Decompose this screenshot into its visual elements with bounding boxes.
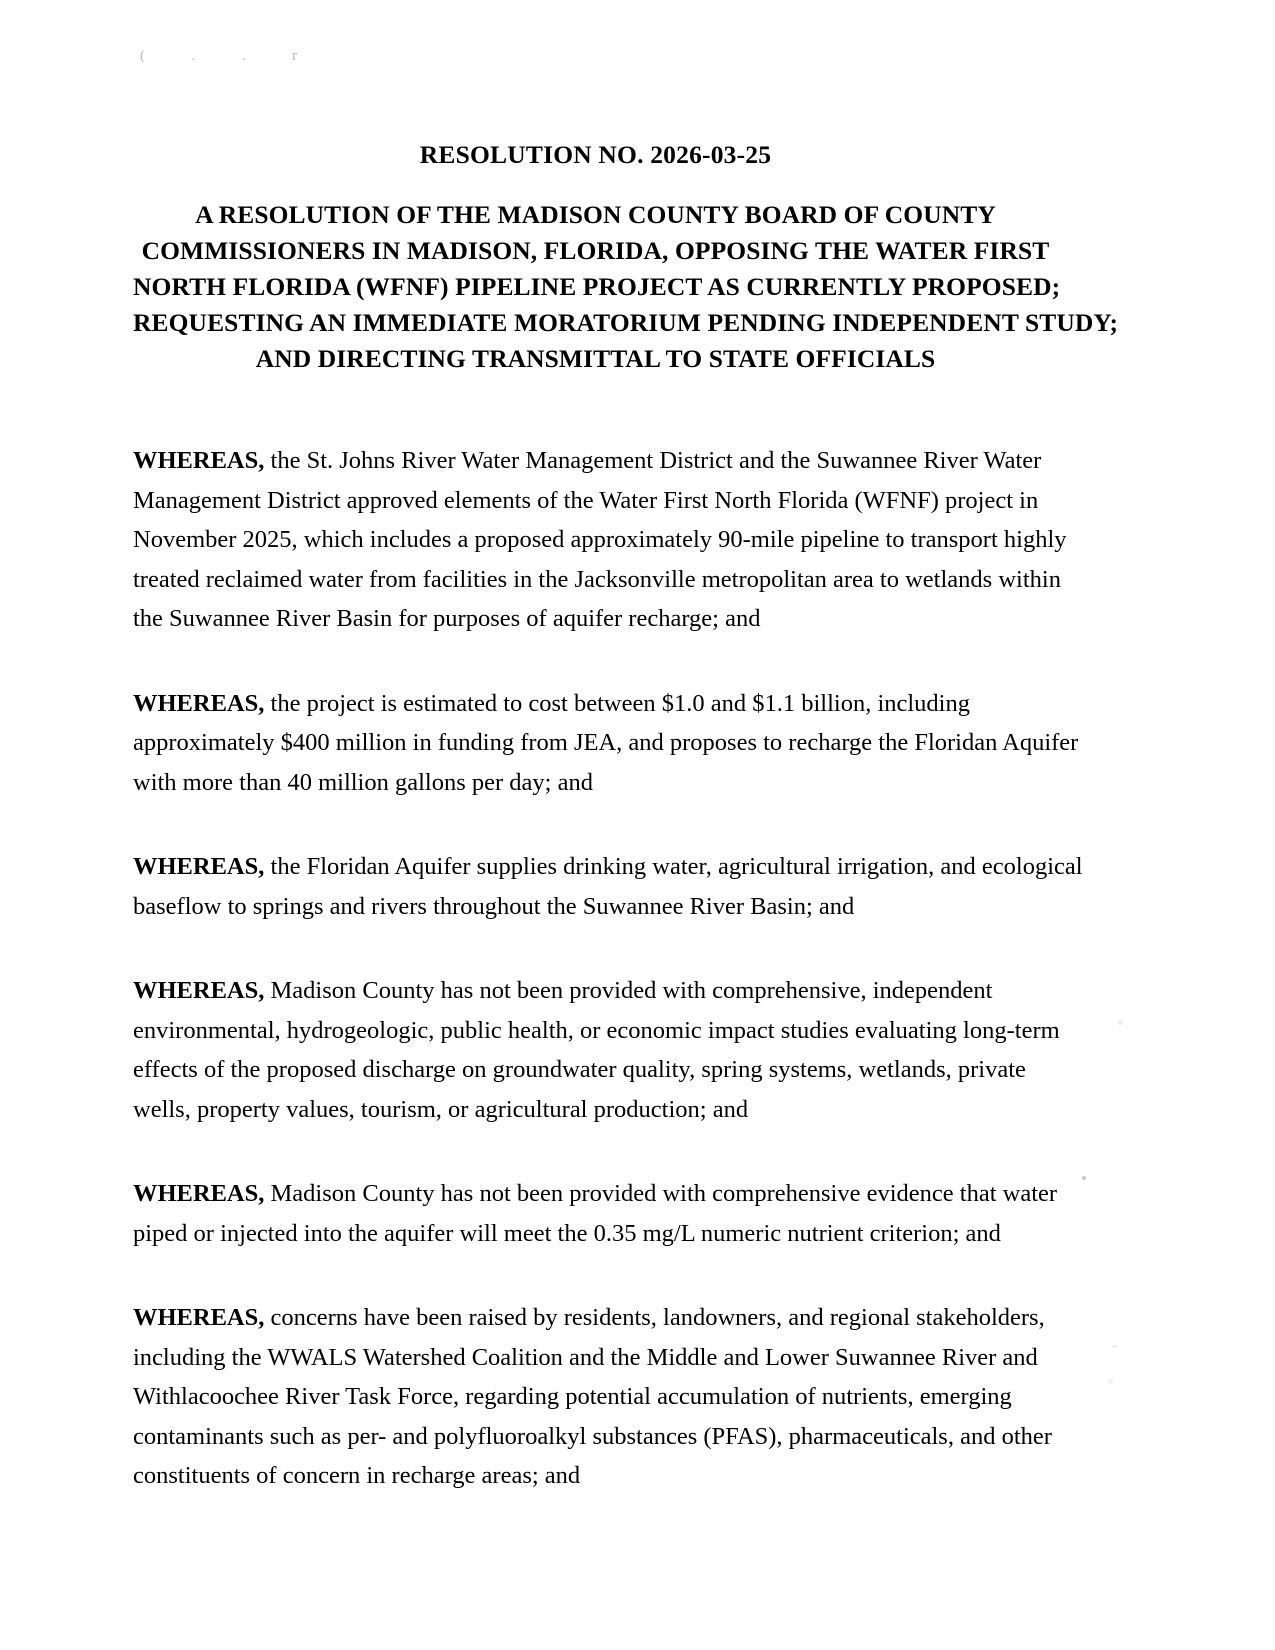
- paragraph-line: [133, 971, 1058, 1011]
- paragraph-line: including the WWALS Watershed Coalition and the Middle and Lower Suwannee River and: [133, 1343, 1038, 1371]
- paragraph-line: environmental, hydrogeologic, public health, or economic impact studies evaluating long-term: [133, 1016, 1060, 1044]
- whereas-paragraph: [133, 684, 1079, 803]
- whereas-paragraph: [133, 1298, 1058, 1496]
- paragraph-line: treated reclaimed water from facilities in the Jacksonville metropolitan area to wetlands within: [133, 565, 1061, 593]
- paragraph-line: the Suwannee River Basin for purposes of aquifer recharge; and: [133, 605, 761, 632]
- paragraph-line-text: the project is estimated to cost between $1.0 and $1.1 billion, including: [264, 689, 970, 717]
- whereas-clauses: [133, 441, 1083, 1496]
- paragraph-line: [133, 1298, 1058, 1338]
- whereas-paragraph: [133, 1174, 1058, 1253]
- resolution-title: [133, 197, 1119, 377]
- scan-speck: [1108, 1379, 1113, 1384]
- whereas-lead: WHEREAS,: [133, 853, 265, 880]
- paragraph-line: contaminants such as per- and polyfluoroalkyl substances (PFAS), pharmaceuticals, and other: [133, 1422, 1052, 1450]
- whereas-paragraph: [133, 441, 1067, 639]
- whereas-paragraph: [133, 971, 1058, 1129]
- scan-speck: [1082, 1176, 1086, 1180]
- paragraph-line: with more than 40 million gallons per day; and: [133, 768, 593, 796]
- paragraph-line-text: the Floridan Aquifer supplies drinking water, agricultural irrigation, and ecological: [264, 853, 1083, 880]
- title-line: A RESOLUTION OF THE MADISON COUNTY BOARD OF COUNTY: [195, 200, 996, 229]
- scan-artifact-marks: ( . . r: [140, 48, 310, 64]
- paragraph-line-text: Madison County has not been provided with comprehensive, independent: [264, 977, 993, 1004]
- scan-speck: [1118, 1020, 1123, 1025]
- whereas-paragraph: [133, 847, 1083, 926]
- title-line: REQUESTING AN IMMEDIATE MORATORIUM PENDING INDEPENDENT STUDY;: [133, 308, 1119, 337]
- paragraph-line-text: concerns have been raised by residents, landowners, and regional stakeholders,: [264, 1304, 1045, 1331]
- paragraph-line: piped or injected into the aquifer will meet the 0.35 mg/L numeric nutrient criterion; and: [133, 1219, 1001, 1247]
- whereas-lead: WHEREAS,: [133, 1180, 265, 1207]
- paragraph-line: constituents of concern in recharge areas; and: [133, 1462, 581, 1489]
- paragraph-line: approximately $400 million in funding from JEA, and proposes to recharge the Floridan Aquifer: [133, 729, 1079, 756]
- paragraph-line: Withlacoochee River Task Force, regarding potential accumulation of nutrients, emerging: [133, 1383, 1012, 1410]
- whereas-lead: WHEREAS,: [133, 1304, 265, 1331]
- paragraph-line: [133, 684, 1058, 724]
- whereas-lead: WHEREAS,: [133, 977, 265, 1004]
- paragraph-line: [133, 441, 1058, 481]
- title-line: NORTH FLORIDA (WFNF) PIPELINE PROJECT AS CURRENTLY PROPOSED;: [133, 272, 1061, 301]
- paragraph-line: wells, property values, tourism, or agricultural production; and: [133, 1095, 749, 1123]
- paragraph-line: [133, 847, 1083, 887]
- title-line: COMMISSIONERS IN MADISON, FLORIDA, OPPOSING THE WATER FIRST: [141, 236, 1050, 265]
- paragraph-line: baseflow to springs and rivers throughout the Suwannee River Basin; and: [133, 892, 855, 920]
- whereas-lead: WHEREAS,: [133, 689, 265, 717]
- paragraph-line-text: Madison County has not been provided with comprehensive evidence that water: [264, 1180, 1058, 1207]
- paragraph-line: Management District approved elements of the Water First North Florida (WFNF) project in: [133, 486, 1039, 514]
- paragraph-line: November 2025, which includes a proposed approximately 90-mile pipeline to transport highly: [133, 526, 1067, 553]
- document-content: [133, 0, 1119, 1496]
- paragraph-line: [133, 1174, 1058, 1214]
- title-line: AND DIRECTING TRANSMITTAL TO STATE OFFICIALS: [255, 344, 936, 373]
- resolution-number: RESOLUTION NO. 2026-03-25: [419, 140, 772, 169]
- scan-speck: [1112, 1345, 1118, 1348]
- paragraph-line: effects of the proposed discharge on groundwater quality, spring systems, wetlands, private: [133, 1056, 1026, 1083]
- paragraph-line-text: the St. Johns River Water Management District and the Suwannee River Water: [264, 447, 1042, 474]
- whereas-lead: WHEREAS,: [133, 447, 265, 474]
